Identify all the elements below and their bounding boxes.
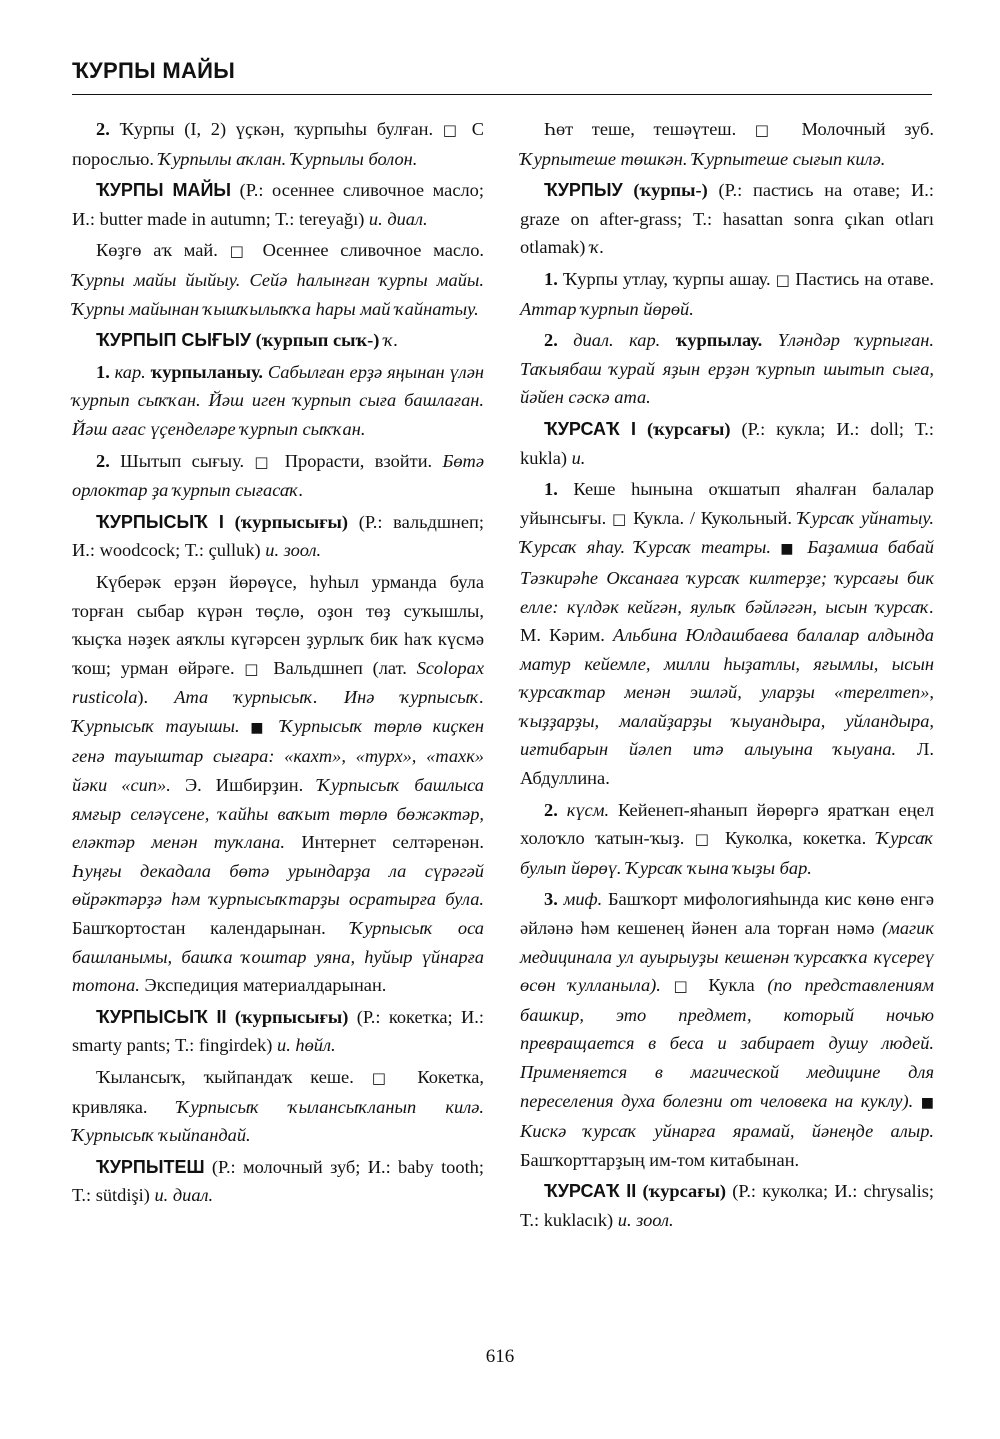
text-run: 2. [544,330,574,351]
italic-text: Ҡурпытеше төшкән. Ҡурпытеше сығып килә. [520,148,886,169]
running-title: ҠУРПЫ МАЙЫ [72,58,236,83]
dictionary-paragraph [520,796,934,883]
text-run: Э. Ишбирҙин. [170,775,318,796]
text-run [771,537,780,557]
text-run: (ҡурпысығы) [223,511,359,532]
italic-text: Ҡурпы майы йыйыу. Сейә һалынған ҡурпы майы. Ҡурпы майынан ҡышҡылыҡҡа һары май ҡайнатыу. [72,269,484,319]
dictionary-paragraph [520,115,934,173]
headword: ҠУРСАҠ I [544,418,637,439]
italic-text: и. [571,447,586,468]
header-rule [72,94,932,95]
text-run: Кейенеп-яһанып йөрөргә яратҡан еңел холоҡло ҡатын-ҡыҙ. [520,799,934,849]
text-run: Шытып сығыу. [120,450,255,471]
text-run: 1. [544,268,563,289]
text-run: ҡурпылау. [675,330,763,351]
text-run: Осеннее сливочное масло. [250,240,484,261]
text-run: Пастись на отаве. [790,268,935,289]
square-icon: □ [694,830,715,849]
text-run: (Р.: куколка; И.: chrysalis; Т.: kuklacık) [520,1181,934,1230]
italic-text: Бөтә орлоктар ҙа ҡурпып сығасаҡ. [72,450,484,501]
text-run: Экспедиция материалдарынан. [139,975,387,996]
text-run: (ҡурпысығы) [226,1006,357,1027]
text-run [661,975,674,995]
text-run: (Р.: кокетка; И.: smarty pants; Т.: fingirdek) [72,1006,484,1056]
text-run: Кукла [695,975,768,996]
text-run: (Р.: кукла; И.: doll; Т.: kukla) [520,418,934,468]
right-column [520,115,934,1238]
italic-text: Кискә ҡурсаҡ уйнарға ярамай, йәнеңде алыр. [520,1121,934,1142]
text-run: 1. [544,479,574,500]
dictionary-entry-head [520,415,934,472]
dictionary-entry-head [72,1153,484,1210]
headword: ҠУРПЫУ [544,180,623,201]
text-run [913,1091,921,1111]
italic-text: и. һөйл. [277,1035,336,1056]
square-icon: □ [612,509,628,528]
italic-text: Ата ҡурпысыҡ. Инә ҡурпысыҡ. Ҡурпысыҡ тауышы. [72,687,484,736]
italic-text: и. зоол. [265,540,322,561]
italic-text: Ҡурсаҡ уйнатыу. Ҡурсаҡ яһау. Ҡурсаҡ театры. [520,507,934,558]
text-run: (ҡурпы-) [622,180,719,201]
italic-text: миф. [563,889,603,910]
italic-text: Һуңғы декадала бөтә урындарҙа ла сүрәгәй өйрәктәрҙә һәм ҡурпысыҡтарҙы осратырға була. [72,860,484,910]
square-icon: □ [254,452,275,471]
square-icon: □ [229,242,251,261]
black-square-icon: ■ [250,719,270,736]
italic-text: Scolopax rusticola [72,657,484,708]
italic-text: Ҡурсаҡ булып йөрөү. Ҡурсаҡ ҡына ҡыҙы бар. [520,828,934,878]
text-run: Кокетка, кривляка. [72,1067,484,1117]
text-run: 2. [96,119,120,139]
page-number: 616 [485,1346,515,1367]
text-run: Куколка, кокетка. [714,828,877,849]
text-run: Башҡорт мифологияһында кис көнө енгә әйләнә һәм кешенең йәнен ала торған нәмә [520,889,934,939]
text-run: Кукла. / Кукольный. [627,507,798,528]
text-run: Ҡурпы утлау, ҡурпы ашау. [562,268,776,289]
text-run: 3. [544,889,564,910]
headword: ҠУРПЫТЕШ [96,1156,205,1177]
italic-text: и. диал. [154,1185,214,1206]
text-run: (ҡурсағы) [636,418,742,439]
italic-text: Ҡурпысыҡ төрлө киҫкен генә тауыштар сығара: «кахт», «турх», «тахк» йәки «сип». [72,715,484,796]
square-icon: □ [754,121,783,139]
text-run: 2. [544,799,567,820]
dictionary-paragraph [72,236,484,323]
dictionary-entry-head [520,176,934,262]
italic-text: диал. кар. [573,330,676,351]
italic-text: (магик медицинала ул ауырыуҙы кешенән ҡурсаҡҡа күсереү өсөн ҡулланыла). [520,918,934,996]
text-run: Ҡурпы (I, 2) үҫкән, ҡурпыһы булған. [119,119,443,139]
italic-text: Аттар ҡурпып йөрөй. [520,298,694,319]
text-run: Молочный зуб. [782,119,935,139]
square-icon: □ [244,659,264,678]
square-icon: □ [442,121,463,139]
italic-text: ҡ. [383,330,399,351]
italic-text: Ҡурпысыҡ оса башланымы, башҡа ҡоштар уяна, һуйыр үйнарға тотона. [72,918,485,996]
dictionary-paragraph [520,475,934,793]
dictionary-paragraph [72,447,484,505]
text-run: ҡурпыланыу. [150,361,264,382]
black-square-icon: ■ [780,541,799,558]
text-run: Прорасти, взойти. [274,450,443,471]
italic-text: Баҙамша бабай Тәзкирәһе Оксанаға ҡурсаҡ килтерҙе; ҡурсағы бик елле: күлдәк кейгән, яулыҡ бәйләгән, ысын ҡурсаҡ. [520,537,934,617]
text-run: (Р.: осеннее сливочное масло; И.: butter made in autumn; Т.: tereyağı) [72,180,484,229]
headword: ҠУРПЫ МАЙЫ [96,180,232,201]
text-run: ). [137,687,175,708]
headword: ҠУРСАҠ II [544,1181,637,1202]
square-icon: □ [371,1069,400,1087]
italic-text: Альбина Юлдашбаева балалар алдында матур кейемле, милли һыҙатлы, яғымлы, ысын ҡурсаҡтар менән эшләй, уларҙы «терелтеп», ҡыҙҙарҙы, малайҙарҙы ҡыуандыра, уйландыра, иғтибарын йәлеп итә алыуына ҡыуана. [520,625,934,760]
italic-text: Ҡурпылы аҡлан. Ҡурпылы болон. [158,148,418,169]
dictionary-paragraph [520,326,934,412]
text-run [270,716,281,736]
dictionary-paragraph [72,115,484,173]
headword: ҠУРПЫП СЫҒЫУ [96,330,252,351]
square-icon: □ [673,977,696,996]
text-run: Вальдшнеп (лат. [263,657,417,678]
dictionary-paragraph [72,1063,484,1150]
text-run: Башҡортостан календарынан. [72,918,351,939]
text-run [240,716,251,736]
headword: ҠУРПЫСЫҠ II [96,1006,227,1027]
text-run: С порослью. [72,119,484,169]
italic-text: Үләндәр ҡурпыған. Таҡыябаш ҡурай яҙын ерҙән ҡурпып шытып сыға, йәйен сәскә ата. [520,330,934,408]
text-run: (ҡурсағы) [636,1181,733,1202]
text-run: (ҡурпып сыҡ-) [251,330,384,351]
italic-text: и. зоол. [617,1209,674,1230]
black-square-icon: ■ [920,1094,934,1111]
dictionary-entry-head [72,1003,484,1060]
italic-text: Ҡурпысыҡ ҡылансыҡланып килә. Ҡурпысыҡ ҡыйпандай. [72,1096,484,1146]
dictionary-paragraph [520,885,934,1174]
italic-text: Сабылған ерҙә яңынан үлән ҡурпып сыҡҡан. Йәш иген ҡурпып сыға башлаған. Йәш ағас үҫенделәре ҡурпып сыҡҡан. [72,361,484,439]
text-run: Ҡылансыҡ, ҡыйпандаҡ кеше. [96,1067,372,1087]
headword: ҠУРПЫСЫҠ I [96,511,224,532]
text-run: М. Кәрим. [520,625,613,646]
dictionary-paragraph [72,568,484,1000]
dictionary-paragraph [72,358,484,444]
text-run: Кеше һынына оҡшатып яһалған балалар уйынсығы. [520,479,934,528]
dictionary-entry-head [72,176,484,233]
text-run: Башҡорттарҙың им-том китабынан. [520,1149,800,1170]
text-run [762,330,778,350]
text-run: Күберәк ерҙән йөрөүсе, һуһыл урманда була торған сыбар күрән төҫлө, оҙон төҙ суҡышлы, ҡыҫҡа нәҙек аяҡлы күгәрсен ҙурлыҡ бик һаҡ күсмә ҡош; урман өйрәге. [72,571,484,678]
italic-text: күсм. [566,799,610,820]
text-run [798,537,807,557]
text-run: 2. [96,450,121,471]
italic-text: ҡ. [589,237,605,258]
italic-text: (по представлениям башкир, это предмет, который ночью превращается в беса и забирает душу людей. Применяется в магической медицине для переселения духа болезни от человека на куклу). [520,975,934,1111]
text-run: Л. Абдуллина. [520,739,934,789]
text-run: Һөт теше, тешәүтеш. [544,119,755,139]
square-icon: □ [775,270,791,289]
italic-text: Ҡурпысыҡ башлыса ямғыр селәүсене, ҡайһы ваҡыт төрлө бөжәктәр, еләктәр менән туҡлана. [72,775,484,853]
dictionary-entry-head [72,508,484,565]
text-run: (Р.: вальдшнеп; И.: woodcock; Т.: çulluk) [72,511,484,561]
dictionary-entry-head [72,326,484,355]
text-run: Көҙгө аҡ май. [96,240,230,261]
italic-text: и. диал. [368,208,428,229]
text-run: 1. [96,361,115,382]
text-run: (Р.: молочный зуб; И.: baby tooth; Т.: sütdişi) [72,1156,484,1206]
left-column [72,115,484,1213]
dictionary-paragraph [520,265,934,323]
text-run: Интернет селтәренән. [284,832,484,853]
italic-text: кар. [114,361,151,382]
text-run: (Р.: пастись на отаве; И.: graze on after-grass; Т.: hasattan sonra çıkan otları otlamak) [520,180,934,258]
dictionary-entry-head [520,1177,934,1234]
